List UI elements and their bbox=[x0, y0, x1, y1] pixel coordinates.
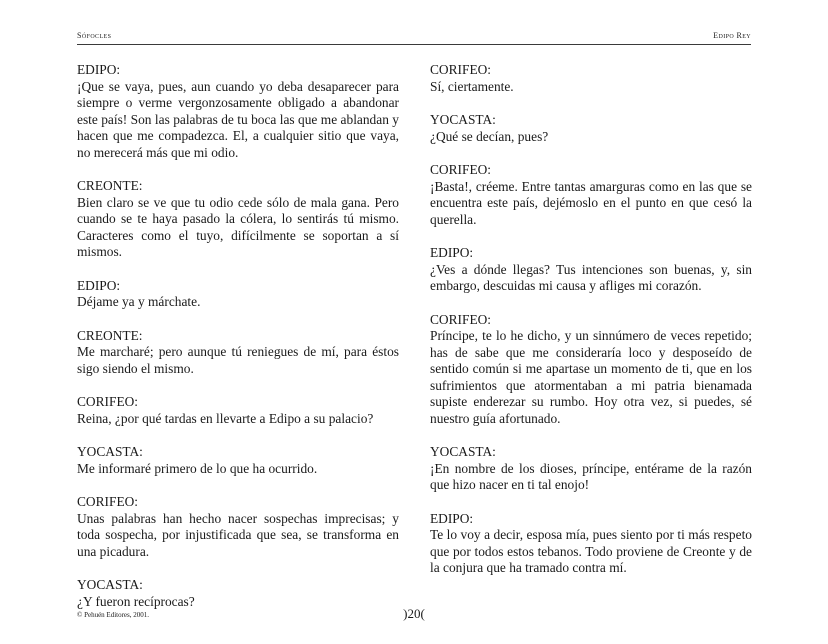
right-column bbox=[430, 62, 752, 594]
speech-block bbox=[77, 494, 399, 560]
speech-block bbox=[77, 444, 399, 477]
speaker-name: EDIPO: bbox=[430, 245, 474, 260]
speech-block bbox=[77, 394, 399, 427]
speech-text: Déjame ya y márchate. bbox=[77, 294, 201, 309]
left-column bbox=[77, 62, 399, 627]
speech-text: Bien claro se ve que tu odio cede sólo de mala gana. Pero cuando se te haya pasado la cólera, lo sentirás tú mismo. Caracteres como el tuyo, difícilmente se soportan a sí mismos. bbox=[77, 194, 399, 259]
speech-text: Reina, ¿por qué tardas en llevarte a Edipo a su palacio? bbox=[77, 410, 374, 426]
speaker-name: CREONTE: bbox=[77, 327, 143, 343]
speaker-name: CORIFEO: bbox=[430, 311, 492, 327]
speech-block bbox=[77, 278, 399, 311]
speaker-name: CORIFEO: bbox=[77, 394, 139, 409]
speech-text: ¡Basta!, créeme. Entre tantas amarguras como en las que se encuentra este país, dejémoslo en el punto en que cesó la querella. bbox=[430, 178, 752, 227]
speech-text: ¡Que se vaya, pues, aun cuando yo deba desaparecer para siempre o verme vergonzosamente obligado a abandonar este país! Son las palabras de tu boca las que me ablandan y hacen que me compadezca. El, a cualquier sitio que vaya, no merecerá más que mi odio. bbox=[77, 78, 399, 160]
speech-text: ¿Qué se decían, pues? bbox=[430, 128, 549, 144]
speech-block bbox=[77, 178, 399, 261]
speech-block bbox=[430, 112, 752, 145]
speech-text: Sí, ciertamente. bbox=[430, 78, 514, 94]
header-title: Edipo Rey bbox=[713, 31, 751, 40]
speaker-name: YOCASTA: bbox=[77, 577, 143, 592]
running-header bbox=[77, 28, 751, 45]
speaker-name: EDIPO: bbox=[430, 510, 474, 526]
speech-text: ¿Y fueron recíprocas? bbox=[77, 593, 195, 609]
speech-text: Me marcharé; pero aunque tú reniegues de mí, para éstos sigo siendo el mismo. bbox=[77, 344, 399, 376]
speech-block bbox=[430, 245, 752, 295]
speech-block bbox=[430, 444, 752, 494]
speaker-name: EDIPO: bbox=[77, 62, 121, 77]
speech-text: ¡En nombre de los dioses, príncipe, entérame de la razón que hizo nacer en ti tal enojo! bbox=[430, 460, 752, 492]
speaker-name: EDIPO: bbox=[77, 277, 121, 293]
speech-text: Te lo voy a decir, esposa mía, pues siento por ti más respeto que por todos estos tebanos. Todo proviene de Creonte y de la conjura que ha tramado contra mí. bbox=[430, 527, 752, 575]
speech-block bbox=[430, 511, 752, 577]
speech-text: Príncipe, te lo he dicho, y un sinnúmero de veces repetido; has de sabe que me consideraría loco y desposeído de sentido común si me apartase un momento de ti, que en los sufrimientos que atormentaban a mi patria bienamada supiste enderezar su rumbo. Hoy otra vez, si puedes, sé nuestro guía afortunado. bbox=[430, 328, 752, 426]
speaker-name: YOCASTA: bbox=[77, 444, 143, 459]
speaker-name: CREONTE: bbox=[77, 178, 143, 193]
speaker-name: YOCASTA: bbox=[430, 444, 496, 459]
speaker-name: CORIFEO: bbox=[430, 162, 492, 177]
speech-text: Me informaré primero de lo que ha ocurrido. bbox=[77, 460, 318, 476]
speaker-name: YOCASTA: bbox=[430, 112, 496, 127]
speaker-name: CORIFEO: bbox=[77, 494, 139, 509]
speech-block bbox=[430, 312, 752, 428]
header-author: Sófocles bbox=[77, 31, 112, 40]
speech-block bbox=[430, 162, 752, 228]
speech-block bbox=[77, 62, 399, 161]
speech-text: Unas palabras han hecho nacer sospechas imprecisas; y toda sospecha, por injustificada que sea, se transforma en una picadura. bbox=[77, 510, 399, 559]
speech-text: ¿Ves a dónde llegas? Tus intenciones son buenas, y, sin embargo, descuidas mi causa y afliges mi corazón. bbox=[430, 261, 752, 293]
copyright-notice: © Pehuén Editores, 2001. bbox=[77, 611, 150, 619]
page-number: )20( bbox=[403, 606, 425, 621]
speaker-name: CORIFEO: bbox=[430, 62, 492, 77]
speech-block bbox=[77, 328, 399, 378]
speech-block bbox=[430, 62, 752, 95]
